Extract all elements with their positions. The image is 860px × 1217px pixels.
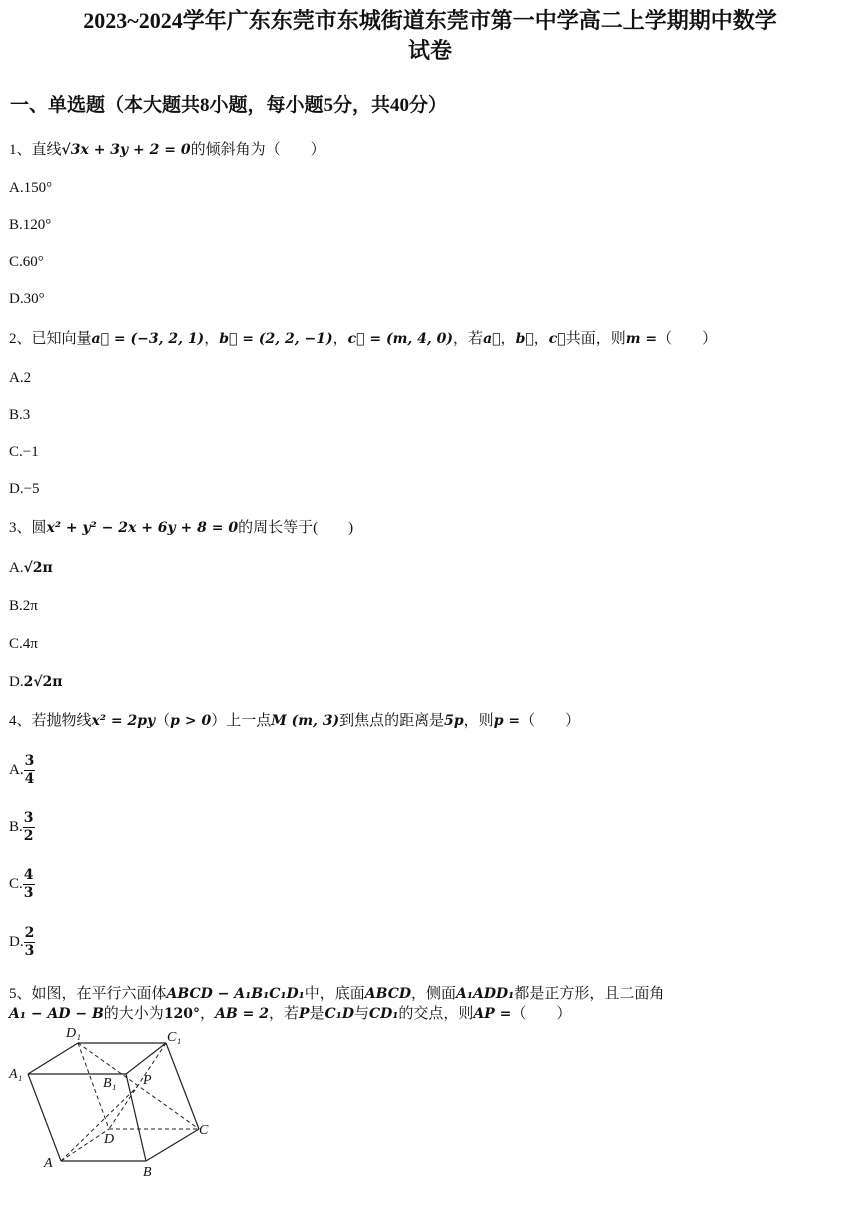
question-1-option-c: C.60° [9,254,44,270]
question-3-option-b: B.2π [9,598,38,614]
question-5-line-2: A₁ − AD − B的大小为120°，AB = 2，若P是C₁D与CD₁的交点，则AP =（ ） [9,1006,572,1022]
question-2-option-d: D.−5 [9,481,40,497]
question-3-option-c: C.4π [9,636,38,652]
edge-b-c [146,1129,199,1161]
question-3: 3、圆x² + y² − 2x + 6y + 8 = 0的周长等于( ) [9,520,354,536]
label-a1: A₁ [9,1067,23,1082]
document-title [0,6,860,66]
edge-c1-c [166,1043,199,1129]
edge-b1-c1 [126,1043,166,1074]
title-line-2: 试卷 [407,38,452,63]
edge-a-d [61,1129,109,1161]
question-2-option-c: C.−1 [9,444,39,460]
label-d: D [104,1132,115,1147]
question-4-option-b: B. $\frac{3}{2}$ [9,810,34,844]
label-a: A [44,1156,53,1171]
question-1-option-b: B.120° [9,217,52,233]
parallelepiped-figure [6,1026,221,1181]
question-4-option-d: D. $\frac{2}{3}$ [9,925,35,959]
section-heading: 一、单选题（本大题共8小题，每小题5分，共40分） [10,95,448,116]
question-2: 2、已知向量a⃗ = (−3, 2, 1)，b⃗ = (2, 2, −1)，c⃗ = (m, 4, 0)，若a⃗，b⃗，c⃗共面，则m =（ ） [9,331,718,347]
label-c: C [199,1123,209,1138]
question-4-option-a: A. $\frac{3}{4}$ [9,753,35,787]
question-1: 1、直线√3x + 3y + 2 = 0的倾斜角为（ ） [9,142,326,158]
label-d1: D₁ [66,1026,81,1041]
label-c1: C₁ [167,1030,182,1045]
diagonal-d1-c [78,1043,199,1129]
question-2-option-b: B.3 [9,407,31,423]
question-4-option-c: C. $\frac{4}{3}$ [9,867,34,901]
question-5-line-1: 5、如图，在平行六面体ABCD − A₁B₁C₁D₁中，底面ABCD，侧面A₁ADD₁都是正方形，且二面角 [9,986,665,1002]
question-4: 4、若抛物线x² = 2py（p > 0）上一点M (m, 3)到焦点的距离是5p，则p =（ ） [9,713,581,729]
edge-a1-d1 [28,1043,78,1074]
question-1-option-a: A.150° [9,180,53,196]
question-3-option-d: D.2√2π [9,674,63,690]
question-3-option-a: A.√2π [9,560,53,576]
question-1-option-d: D.30° [9,291,45,307]
segment-a-p [61,1086,138,1161]
label-b: B [143,1165,152,1180]
question-2-option-a: A.2 [9,370,32,386]
label-b1: B₁ [103,1076,117,1091]
title-line-1: 2023~2024学年广东东莞市东城街道东莞市第一中学高二上学期期中数学 [83,8,777,33]
edge-a1-a [28,1074,61,1161]
label-p: P [143,1073,152,1088]
